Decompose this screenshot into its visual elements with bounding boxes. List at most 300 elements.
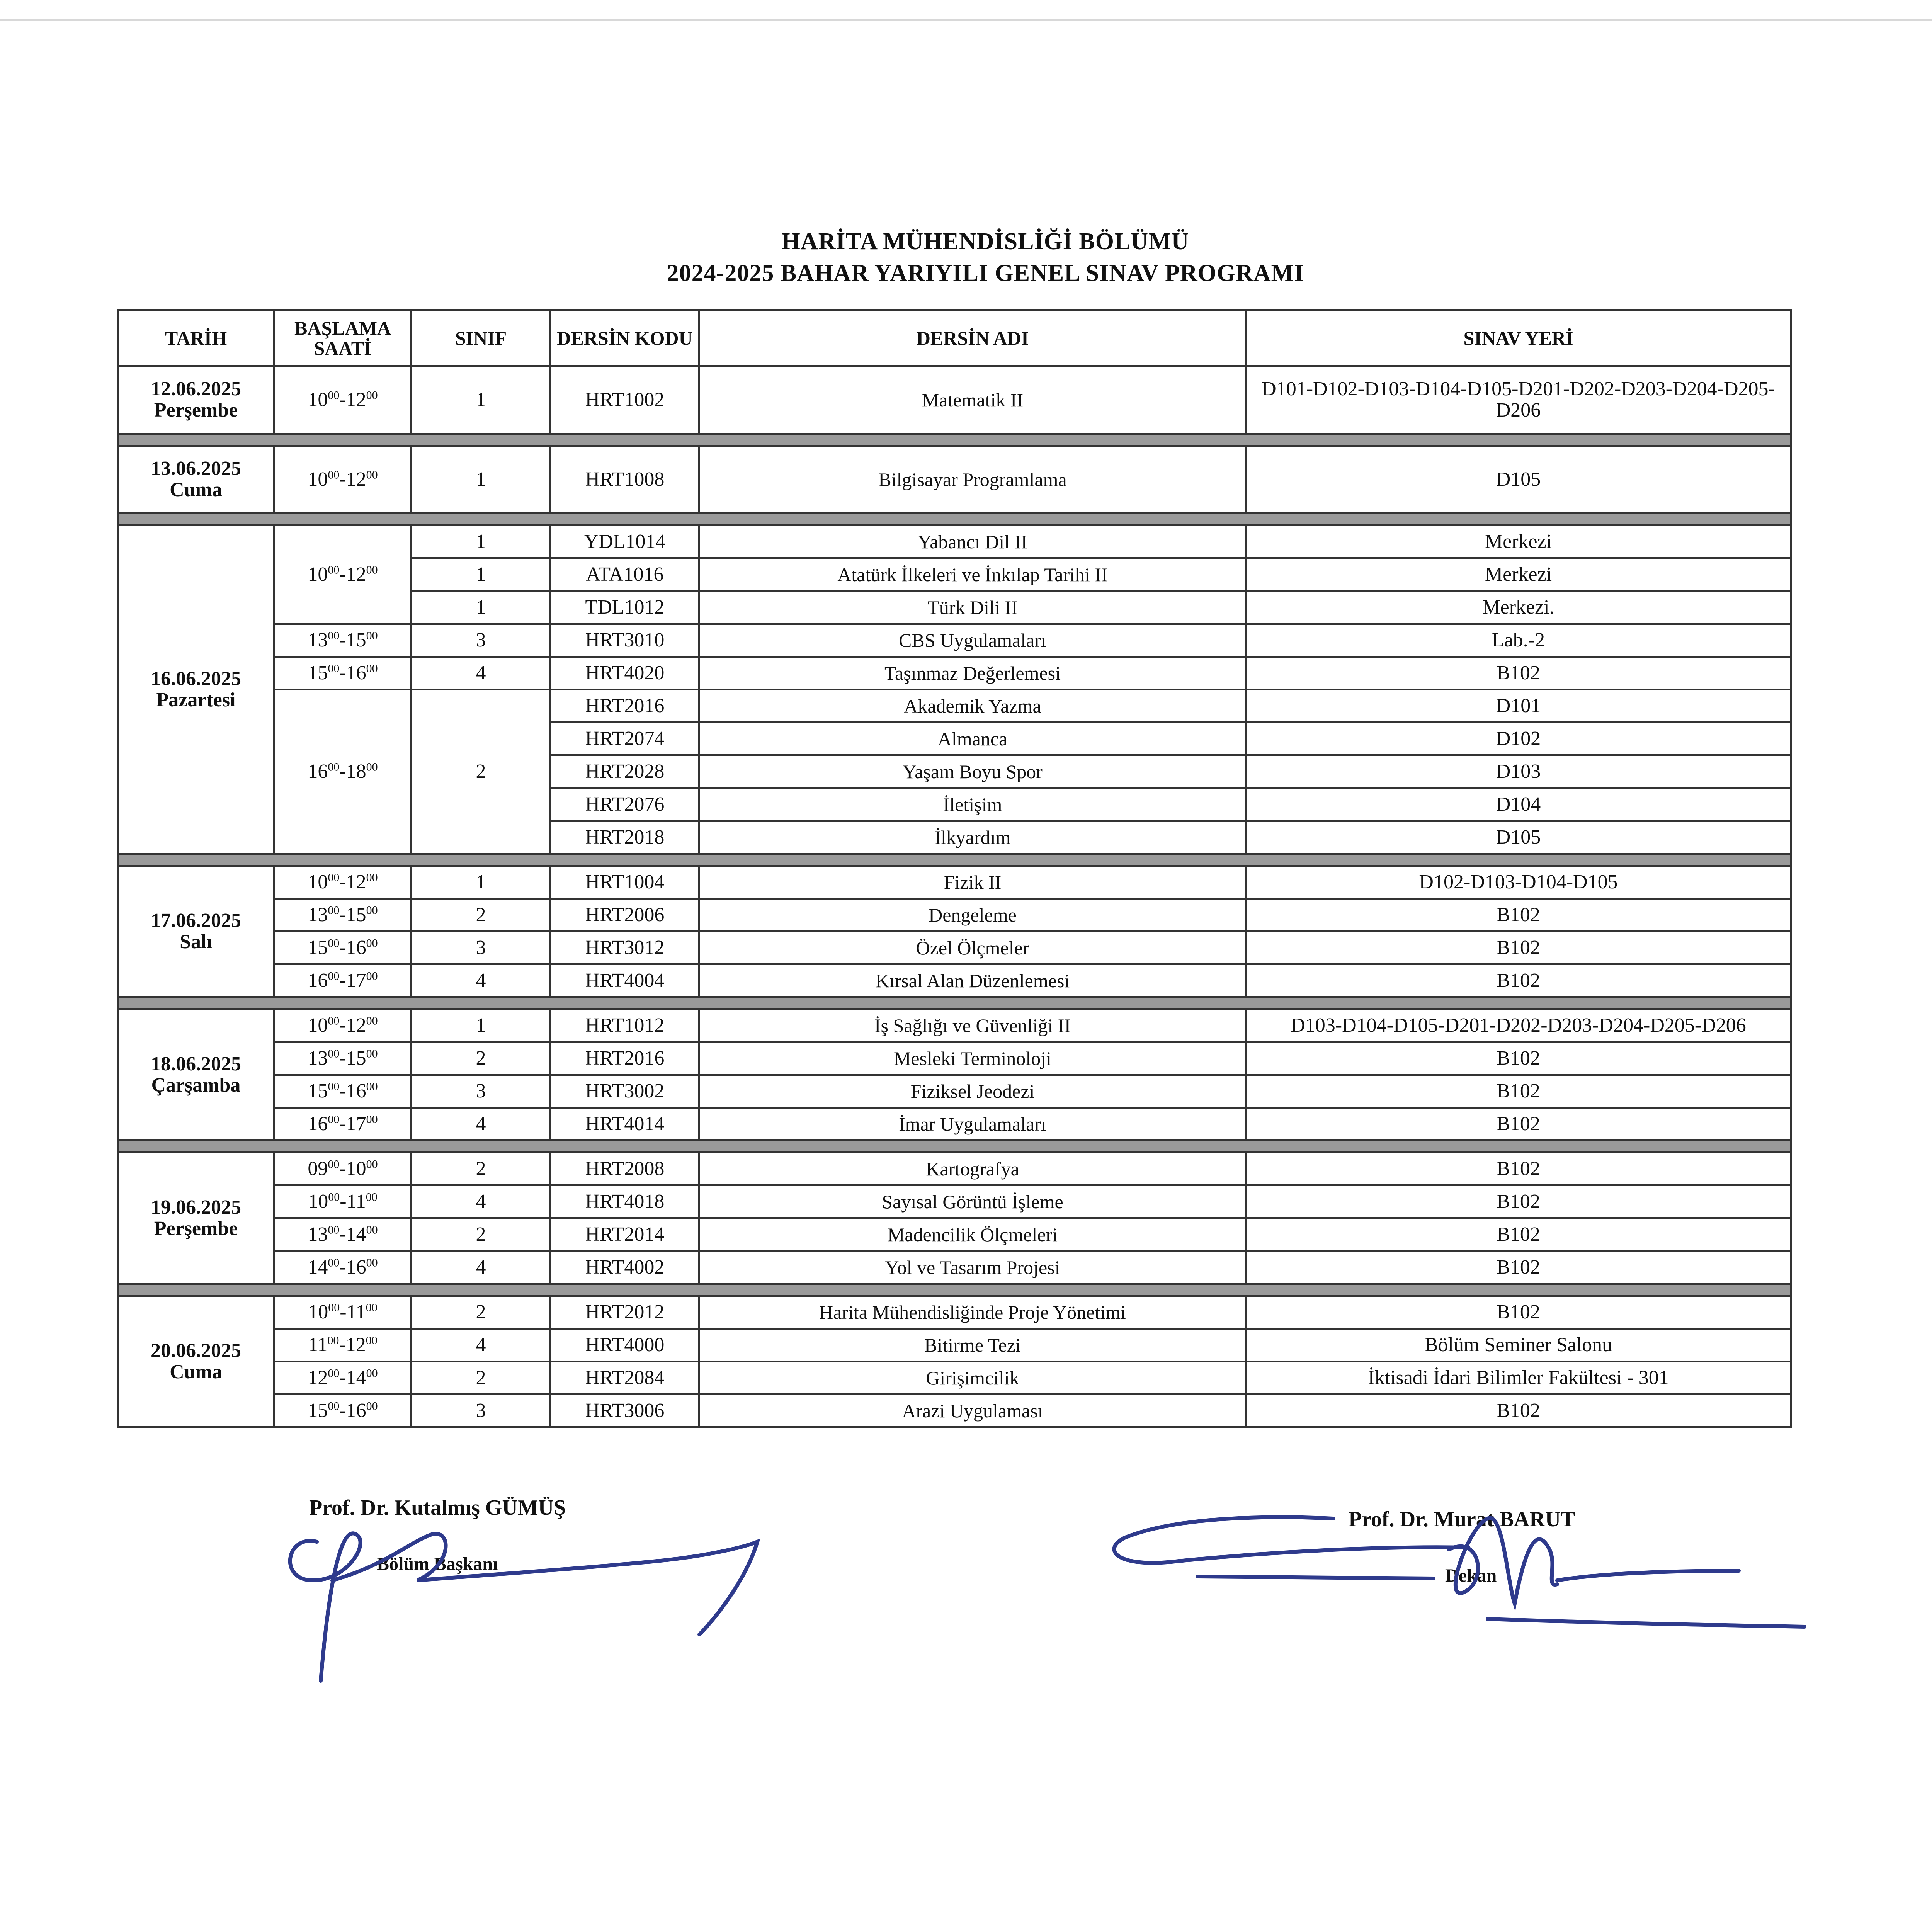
start-time-cell bbox=[274, 366, 412, 434]
header-start-time: BAŞLAMA SAATİ bbox=[274, 310, 412, 366]
time-start-hour: 10 bbox=[308, 388, 328, 411]
start-time-cell bbox=[274, 964, 412, 997]
time-dash: - bbox=[339, 760, 346, 782]
course-code-cell: HRT2006 bbox=[551, 899, 699, 932]
start-time-cell bbox=[274, 1251, 412, 1284]
table-row bbox=[118, 932, 1791, 964]
time-dash: - bbox=[339, 1223, 346, 1245]
start-time-cell bbox=[274, 1108, 412, 1141]
class-cell: 4 bbox=[412, 1108, 551, 1141]
table-row bbox=[118, 366, 1791, 434]
course-name-cell: İletişim bbox=[699, 788, 1246, 821]
time-start-minutes: 00 bbox=[328, 904, 340, 917]
exam-day: Cuma bbox=[170, 1361, 222, 1383]
course-name-cell: Kartografya bbox=[699, 1153, 1246, 1185]
time-start-minutes: 00 bbox=[328, 1014, 340, 1027]
time-end-hour: 17 bbox=[346, 969, 366, 992]
start-time-cell bbox=[274, 1042, 412, 1075]
course-name-cell: Yaşam Boyu Spor bbox=[699, 755, 1246, 788]
exam-place-cell: D103-D104-D105-D201-D202-D203-D204-D205-D206 bbox=[1246, 1009, 1791, 1042]
exam-place-cell: B102 bbox=[1246, 1153, 1791, 1185]
exam-day: Salı bbox=[180, 930, 212, 953]
exam-day: Çarşamba bbox=[151, 1074, 241, 1096]
exam-day: Cuma bbox=[170, 479, 222, 501]
time-end-hour: 11 bbox=[346, 1190, 366, 1213]
course-code-cell: HRT2018 bbox=[551, 821, 699, 854]
course-name-cell: Taşınmaz Değerlemesi bbox=[699, 657, 1246, 690]
exam-place-cell: Merkezi. bbox=[1246, 591, 1791, 624]
class-cell: 1 bbox=[412, 446, 551, 514]
time-end-hour: 12 bbox=[345, 1333, 366, 1356]
exam-place-cell: B102 bbox=[1246, 1296, 1791, 1329]
course-code-cell: ATA1016 bbox=[551, 558, 699, 591]
date-cell bbox=[118, 1153, 274, 1284]
time-start-minutes: 00 bbox=[328, 563, 340, 577]
table-row bbox=[118, 1395, 1791, 1427]
course-name-cell: Atatürk İlkeleri ve İnkılap Tarihi II bbox=[699, 558, 1246, 591]
time-end-minutes: 00 bbox=[366, 904, 378, 917]
course-name-cell: Girişimcilik bbox=[699, 1362, 1246, 1395]
time-start-minutes: 00 bbox=[328, 1256, 340, 1269]
time-start-minutes: 00 bbox=[328, 871, 340, 884]
start-time-cell bbox=[274, 866, 412, 899]
separator-band bbox=[118, 997, 1791, 1009]
exam-place-cell: D101-D102-D103-D104-D105-D201-D202-D203-D204-D205-D206 bbox=[1246, 366, 1791, 434]
exam-place-cell: İktisadi İdari Bilimler Fakültesi - 301 bbox=[1246, 1362, 1791, 1395]
course-code-cell: HRT3012 bbox=[551, 932, 699, 964]
time-end-minutes: 00 bbox=[366, 1158, 378, 1171]
exam-place-cell: B102 bbox=[1246, 1108, 1791, 1141]
course-code-cell: HRT3006 bbox=[551, 1395, 699, 1427]
program-title: 2024-2025 BAHAR YARIYILI GENEL SINAV PROGRAMI bbox=[667, 260, 1304, 286]
time-start-hour: 16 bbox=[308, 969, 328, 992]
separator-band bbox=[118, 1141, 1791, 1153]
time-start-minutes: 00 bbox=[328, 1047, 340, 1060]
time-dash: - bbox=[339, 969, 346, 992]
course-code-cell: TDL1012 bbox=[551, 591, 699, 624]
time-dash: - bbox=[339, 1399, 346, 1422]
time-dash: - bbox=[340, 1301, 347, 1323]
course-name-cell: Yol ve Tasarım Projesi bbox=[699, 1251, 1246, 1284]
time-start-hour: 15 bbox=[308, 1080, 328, 1102]
course-name-cell: Sayısal Görüntü İşleme bbox=[699, 1185, 1246, 1218]
right-signatory-title: Dekan bbox=[1445, 1565, 1497, 1586]
time-end-minutes: 00 bbox=[366, 1190, 378, 1204]
start-time-cell bbox=[274, 1185, 412, 1218]
class-cell: 1 bbox=[412, 526, 551, 558]
exam-place-cell: B102 bbox=[1246, 932, 1791, 964]
time-end-minutes: 00 bbox=[366, 871, 378, 884]
time-start-hour: 10 bbox=[308, 871, 328, 893]
start-time-cell bbox=[274, 1153, 412, 1185]
time-end-hour: 15 bbox=[346, 903, 366, 926]
time-start-hour: 15 bbox=[308, 936, 328, 959]
time-dash: - bbox=[339, 563, 346, 585]
time-start-minutes: 00 bbox=[328, 1080, 340, 1093]
exam-place-cell: Lab.-2 bbox=[1246, 624, 1791, 657]
class-cell: 4 bbox=[412, 657, 551, 690]
table-header-row bbox=[118, 310, 1791, 366]
course-name-cell: Akademik Yazma bbox=[699, 690, 1246, 723]
exam-date: 18.06.2025 bbox=[151, 1053, 241, 1075]
exam-place-cell: D105 bbox=[1246, 821, 1791, 854]
time-dash: - bbox=[339, 1256, 346, 1278]
time-start-hour: 10 bbox=[308, 1301, 328, 1323]
time-end-minutes: 00 bbox=[366, 662, 378, 675]
exam-place-cell: Merkezi bbox=[1246, 558, 1791, 591]
schedule-body bbox=[118, 366, 1791, 1427]
course-name-cell: Yabancı Dil II bbox=[699, 526, 1246, 558]
course-name-cell: Kırsal Alan Düzenlemesi bbox=[699, 964, 1246, 997]
time-start-minutes: 00 bbox=[328, 1301, 340, 1314]
table-row bbox=[118, 899, 1791, 932]
course-code-cell: HRT4002 bbox=[551, 1251, 699, 1284]
time-end-hour: 15 bbox=[346, 629, 366, 651]
exam-date: 19.06.2025 bbox=[151, 1196, 241, 1218]
time-end-hour: 12 bbox=[346, 388, 366, 411]
time-dash: - bbox=[339, 1366, 346, 1389]
table-row bbox=[118, 1075, 1791, 1108]
exam-date: 16.06.2025 bbox=[151, 667, 241, 690]
time-end-hour: 12 bbox=[346, 1014, 366, 1036]
time-dash: - bbox=[339, 871, 346, 893]
time-end-minutes: 00 bbox=[366, 1113, 378, 1126]
start-time-cell bbox=[274, 932, 412, 964]
header-course-name: DERSİN ADI bbox=[699, 310, 1246, 366]
table-row bbox=[118, 1108, 1791, 1141]
class-cell: 3 bbox=[412, 624, 551, 657]
separator-band bbox=[118, 434, 1791, 446]
time-start-hour: 16 bbox=[308, 760, 328, 782]
table-row bbox=[118, 624, 1791, 657]
table-row bbox=[118, 446, 1791, 514]
time-dash: - bbox=[339, 388, 346, 411]
course-name-cell: İş Sağlığı ve Güvenliği II bbox=[699, 1009, 1246, 1042]
time-start-hour: 11 bbox=[308, 1333, 328, 1356]
page-top-edge bbox=[0, 19, 1932, 21]
course-name-cell: Fiziksel Jeodezi bbox=[699, 1075, 1246, 1108]
exam-place-cell: B102 bbox=[1246, 1395, 1791, 1427]
table-row bbox=[118, 1218, 1791, 1251]
time-dash: - bbox=[339, 1112, 346, 1135]
time-end-minutes: 00 bbox=[366, 468, 378, 481]
time-end-minutes: 00 bbox=[366, 1301, 378, 1314]
left-signatory-title: Bölüm Başkanı bbox=[377, 1554, 498, 1574]
course-name-cell: Fizik II bbox=[699, 866, 1246, 899]
class-cell: 2 bbox=[412, 1153, 551, 1185]
time-start-minutes: 00 bbox=[328, 969, 340, 983]
time-end-hour: 17 bbox=[346, 1112, 366, 1135]
start-time-cell bbox=[274, 1395, 412, 1427]
time-start-hour: 10 bbox=[308, 1014, 328, 1036]
class-cell: 2 bbox=[412, 1042, 551, 1075]
time-end-hour: 15 bbox=[346, 1047, 366, 1069]
start-time-cell bbox=[274, 1075, 412, 1108]
header-exam-place: SINAV YERİ bbox=[1246, 310, 1791, 366]
table-row bbox=[118, 1009, 1791, 1042]
left-signature-scrawl bbox=[270, 1519, 773, 1696]
time-end-hour: 12 bbox=[346, 563, 366, 585]
time-end-hour: 16 bbox=[346, 1256, 366, 1278]
time-start-hour: 12 bbox=[308, 1366, 328, 1389]
time-dash: - bbox=[339, 903, 346, 926]
time-end-hour: 18 bbox=[346, 760, 366, 782]
time-end-hour: 16 bbox=[346, 1399, 366, 1422]
date-separator bbox=[118, 1284, 1791, 1296]
time-end-hour: 16 bbox=[346, 662, 366, 684]
course-code-cell: HRT4004 bbox=[551, 964, 699, 997]
course-name-cell: İlkyardım bbox=[699, 821, 1246, 854]
exam-place-cell: B102 bbox=[1246, 657, 1791, 690]
course-name-cell: Dengeleme bbox=[699, 899, 1246, 932]
time-end-minutes: 00 bbox=[366, 969, 378, 983]
course-code-cell: HRT2016 bbox=[551, 1042, 699, 1075]
class-cell: 2 bbox=[412, 690, 551, 854]
course-name-cell: Mesleki Terminoloji bbox=[699, 1042, 1246, 1075]
class-cell: 1 bbox=[412, 366, 551, 434]
date-separator bbox=[118, 854, 1791, 866]
date-cell bbox=[118, 366, 274, 434]
time-dash: - bbox=[339, 936, 346, 959]
exam-date: 13.06.2025 bbox=[151, 457, 241, 480]
time-dash: - bbox=[339, 629, 346, 651]
time-start-hour: 13 bbox=[308, 1047, 328, 1069]
start-time-cell bbox=[274, 657, 412, 690]
table-row bbox=[118, 1296, 1791, 1329]
time-end-hour: 14 bbox=[346, 1223, 366, 1245]
course-code-cell: HRT2074 bbox=[551, 723, 699, 755]
time-dash: - bbox=[339, 1157, 346, 1180]
time-start-minutes: 00 bbox=[328, 1223, 340, 1236]
class-cell: 4 bbox=[412, 1329, 551, 1362]
course-code-cell: HRT1012 bbox=[551, 1009, 699, 1042]
start-time-cell bbox=[274, 1009, 412, 1042]
time-end-minutes: 00 bbox=[366, 760, 378, 774]
course-name-cell: Özel Ölçmeler bbox=[699, 932, 1246, 964]
time-end-hour: 16 bbox=[346, 936, 366, 959]
course-code-cell: HRT2012 bbox=[551, 1296, 699, 1329]
time-dash: - bbox=[340, 1190, 347, 1213]
time-start-minutes: 00 bbox=[328, 1367, 340, 1380]
start-time-cell bbox=[274, 446, 412, 514]
course-name-cell: Arazi Uygulaması bbox=[699, 1395, 1246, 1427]
table-row bbox=[118, 866, 1791, 899]
time-start-minutes: 00 bbox=[328, 1400, 340, 1413]
time-end-minutes: 00 bbox=[366, 389, 378, 402]
exam-place-cell: D103 bbox=[1246, 755, 1791, 788]
right-signature-scrawl bbox=[1101, 1503, 1808, 1642]
date-cell bbox=[118, 1296, 274, 1427]
time-end-hour: 12 bbox=[346, 468, 366, 490]
department-title: HARİTA MÜHENDİSLİĞİ BÖLÜMÜ bbox=[781, 228, 1189, 255]
start-time-cell bbox=[274, 1362, 412, 1395]
time-start-minutes: 00 bbox=[328, 1113, 340, 1126]
header-class: SINIF bbox=[412, 310, 551, 366]
class-cell: 4 bbox=[412, 1251, 551, 1284]
time-start-minutes: 00 bbox=[327, 1334, 339, 1347]
course-code-cell: HRT4014 bbox=[551, 1108, 699, 1141]
time-start-minutes: 00 bbox=[328, 389, 340, 402]
date-cell bbox=[118, 866, 274, 997]
course-code-cell: HRT1008 bbox=[551, 446, 699, 514]
start-time-cell bbox=[274, 690, 412, 854]
exam-date: 20.06.2025 bbox=[151, 1339, 241, 1362]
exam-place-cell: D102-D103-D104-D105 bbox=[1246, 866, 1791, 899]
start-time-cell bbox=[274, 1329, 412, 1362]
table-row bbox=[118, 1042, 1791, 1075]
course-name-cell: Almanca bbox=[699, 723, 1246, 755]
exam-date: 12.06.2025 bbox=[151, 378, 241, 400]
time-start-minutes: 00 bbox=[328, 468, 340, 481]
exam-place-cell: Bölüm Seminer Salonu bbox=[1246, 1329, 1791, 1362]
course-code-cell: YDL1014 bbox=[551, 526, 699, 558]
time-end-hour: 10 bbox=[346, 1157, 366, 1180]
time-start-hour: 15 bbox=[308, 1399, 328, 1422]
time-dash: - bbox=[339, 1080, 346, 1102]
time-end-hour: 14 bbox=[346, 1366, 366, 1389]
time-dash: - bbox=[339, 468, 346, 490]
class-cell: 2 bbox=[412, 1218, 551, 1251]
course-code-cell: HRT2008 bbox=[551, 1153, 699, 1185]
exam-place-cell: B102 bbox=[1246, 1251, 1791, 1284]
course-code-cell: HRT3010 bbox=[551, 624, 699, 657]
exam-place-cell: B102 bbox=[1246, 964, 1791, 997]
time-end-minutes: 00 bbox=[366, 563, 378, 577]
table-row bbox=[118, 690, 1791, 723]
time-start-minutes: 00 bbox=[328, 937, 340, 950]
date-cell bbox=[118, 526, 274, 854]
class-cell: 1 bbox=[412, 591, 551, 624]
table-row bbox=[118, 526, 1791, 558]
course-code-cell: HRT2028 bbox=[551, 755, 699, 788]
date-cell bbox=[118, 1009, 274, 1141]
separator-band bbox=[118, 514, 1791, 526]
time-start-hour: 13 bbox=[308, 629, 328, 651]
time-start-hour: 09 bbox=[308, 1157, 328, 1180]
date-cell bbox=[118, 446, 274, 514]
header-course-code: DERSİN KODU bbox=[551, 310, 699, 366]
course-code-cell: HRT4000 bbox=[551, 1329, 699, 1362]
time-end-hour: 16 bbox=[346, 1080, 366, 1102]
course-code-cell: HRT4018 bbox=[551, 1185, 699, 1218]
separator-band bbox=[118, 854, 1791, 866]
time-end-hour: 12 bbox=[346, 871, 366, 893]
time-end-minutes: 00 bbox=[366, 1367, 378, 1380]
class-cell: 4 bbox=[412, 964, 551, 997]
time-end-minutes: 00 bbox=[366, 1256, 378, 1269]
course-code-cell: HRT1004 bbox=[551, 866, 699, 899]
course-name-cell: Matematik II bbox=[699, 366, 1246, 434]
exam-place-cell: B102 bbox=[1246, 1075, 1791, 1108]
date-separator bbox=[118, 1141, 1791, 1153]
time-dash: - bbox=[339, 662, 346, 684]
time-end-minutes: 00 bbox=[366, 1334, 378, 1347]
class-cell: 4 bbox=[412, 1185, 551, 1218]
start-time-cell bbox=[274, 899, 412, 932]
class-cell: 3 bbox=[412, 932, 551, 964]
time-start-hour: 10 bbox=[308, 563, 328, 585]
table-row bbox=[118, 1251, 1791, 1284]
start-time-cell bbox=[274, 1296, 412, 1329]
course-code-cell: HRT2016 bbox=[551, 690, 699, 723]
time-end-hour: 11 bbox=[346, 1301, 366, 1323]
table-row bbox=[118, 964, 1791, 997]
exam-place-cell: D104 bbox=[1246, 788, 1791, 821]
exam-place-cell: B102 bbox=[1246, 1218, 1791, 1251]
table-row bbox=[118, 1329, 1791, 1362]
separator-band bbox=[118, 1284, 1791, 1296]
date-separator bbox=[118, 997, 1791, 1009]
time-end-minutes: 00 bbox=[366, 1400, 378, 1413]
time-end-minutes: 00 bbox=[366, 1223, 378, 1236]
exam-place-cell: D101 bbox=[1246, 690, 1791, 723]
time-start-hour: 14 bbox=[308, 1256, 328, 1278]
class-cell: 1 bbox=[412, 866, 551, 899]
time-end-minutes: 00 bbox=[366, 1014, 378, 1027]
header-date: TARİH bbox=[118, 310, 274, 366]
exam-schedule-table bbox=[117, 309, 1792, 1428]
time-start-minutes: 00 bbox=[328, 1190, 340, 1204]
course-name-cell: Harita Mühendisliğinde Proje Yönetimi bbox=[699, 1296, 1246, 1329]
class-cell: 3 bbox=[412, 1075, 551, 1108]
class-cell: 2 bbox=[412, 1296, 551, 1329]
course-code-cell: HRT2076 bbox=[551, 788, 699, 821]
time-start-minutes: 00 bbox=[328, 629, 340, 642]
date-separator bbox=[118, 434, 1791, 446]
time-start-minutes: 00 bbox=[328, 760, 340, 774]
course-code-cell: HRT3002 bbox=[551, 1075, 699, 1108]
exam-day: Perşembe bbox=[154, 399, 238, 421]
time-end-minutes: 00 bbox=[366, 629, 378, 642]
course-name-cell: Bitirme Tezi bbox=[699, 1329, 1246, 1362]
class-cell: 3 bbox=[412, 1395, 551, 1427]
left-signatory-name: Prof. Dr. Kutalmış GÜMÜŞ bbox=[309, 1496, 566, 1520]
time-dash: - bbox=[339, 1047, 346, 1069]
course-name-cell: İmar Uygulamaları bbox=[699, 1108, 1246, 1141]
time-end-minutes: 00 bbox=[366, 1047, 378, 1060]
start-time-cell bbox=[274, 1218, 412, 1251]
class-cell: 2 bbox=[412, 1362, 551, 1395]
time-start-hour: 10 bbox=[308, 1190, 328, 1213]
time-dash: - bbox=[339, 1333, 346, 1356]
time-start-hour: 10 bbox=[308, 468, 328, 490]
time-start-hour: 13 bbox=[308, 1223, 328, 1245]
start-time-cell bbox=[274, 526, 412, 624]
exam-place-cell: D105 bbox=[1246, 446, 1791, 514]
exam-place-cell: B102 bbox=[1246, 899, 1791, 932]
exam-day: Pazartesi bbox=[156, 689, 236, 711]
start-time-cell bbox=[274, 624, 412, 657]
course-code-cell: HRT1002 bbox=[551, 366, 699, 434]
course-name-cell: CBS Uygulamaları bbox=[699, 624, 1246, 657]
course-name-cell: Türk Dili II bbox=[699, 591, 1246, 624]
exam-day: Perşembe bbox=[154, 1217, 238, 1240]
course-name-cell: Bilgisayar Programlama bbox=[699, 446, 1246, 514]
course-code-cell: HRT2014 bbox=[551, 1218, 699, 1251]
exam-date: 17.06.2025 bbox=[151, 909, 241, 932]
time-start-minutes: 00 bbox=[328, 1158, 340, 1171]
date-separator bbox=[118, 514, 1791, 526]
time-start-minutes: 00 bbox=[328, 662, 340, 675]
time-end-minutes: 00 bbox=[366, 937, 378, 950]
table-row bbox=[118, 1185, 1791, 1218]
time-dash: - bbox=[339, 1014, 346, 1036]
class-cell: 2 bbox=[412, 899, 551, 932]
time-end-minutes: 00 bbox=[366, 1080, 378, 1093]
time-start-hour: 16 bbox=[308, 1112, 328, 1135]
course-code-cell: HRT4020 bbox=[551, 657, 699, 690]
exam-place-cell: B102 bbox=[1246, 1042, 1791, 1075]
